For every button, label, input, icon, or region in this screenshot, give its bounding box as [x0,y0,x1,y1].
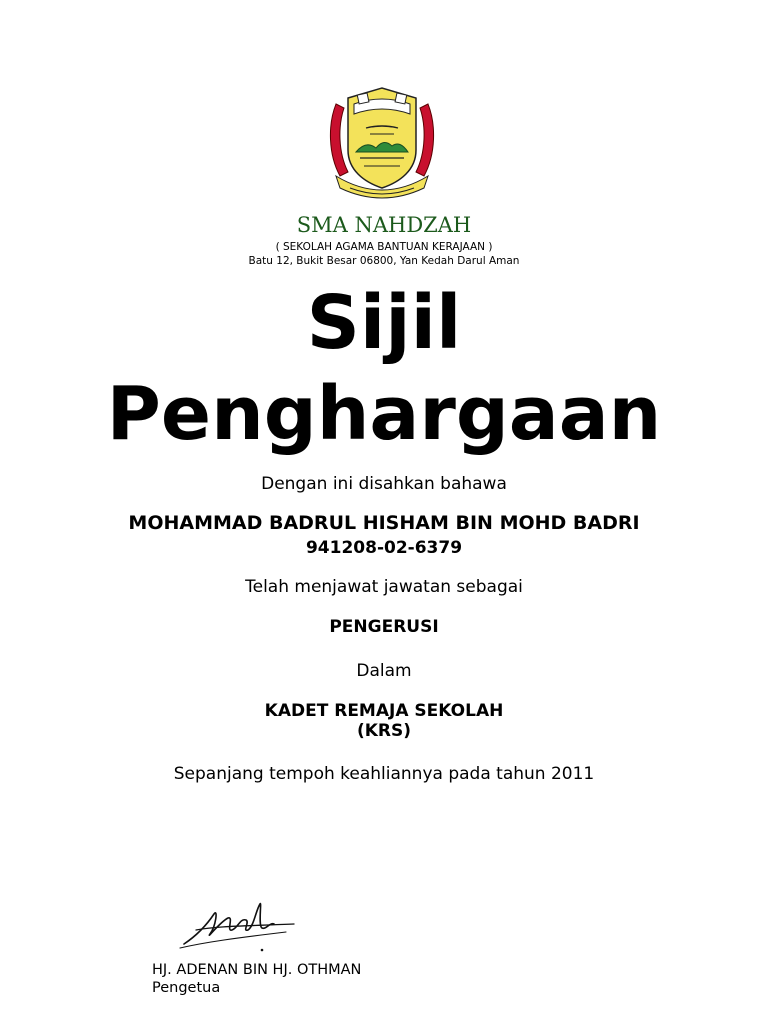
organization-abbrev: (KRS) [356,721,412,741]
certificate-title-line1: Sijil [306,280,462,366]
school-name: SMA NAHDZAH [296,213,472,237]
recipient-ic: 941208-02-6379 [305,538,463,558]
school-crest-icon [326,84,438,200]
school-address: Batu 12, Bukit Besar 06800, Yan Kedah Darul Aman [248,255,520,267]
certificate-intro: Dengan ini disahkan bahawa [261,474,507,494]
signatory-name: HJ. ADENAN BIN HJ. OTHMAN [152,962,362,978]
school-type: ( SEKOLAH AGAMA BANTUAN KERAJAAN ) [275,241,493,253]
role-intro: Telah menjawat jawatan sebagai [245,577,523,597]
position: PENGERUSI [329,617,439,637]
signature-icon [176,896,301,954]
signatory-title: Pengetua [152,980,221,996]
in-label: Dalam [356,661,412,681]
certificate-title-line2: Penghargaan [106,371,662,457]
membership-period: Sepanjang tempoh keahliannya pada tahun 2011 [173,764,595,784]
recipient-name: MOHAMMAD BADRUL HISHAM BIN MOHD BADRI [128,512,640,534]
organization-name: KADET REMAJA SEKOLAH [264,701,504,721]
